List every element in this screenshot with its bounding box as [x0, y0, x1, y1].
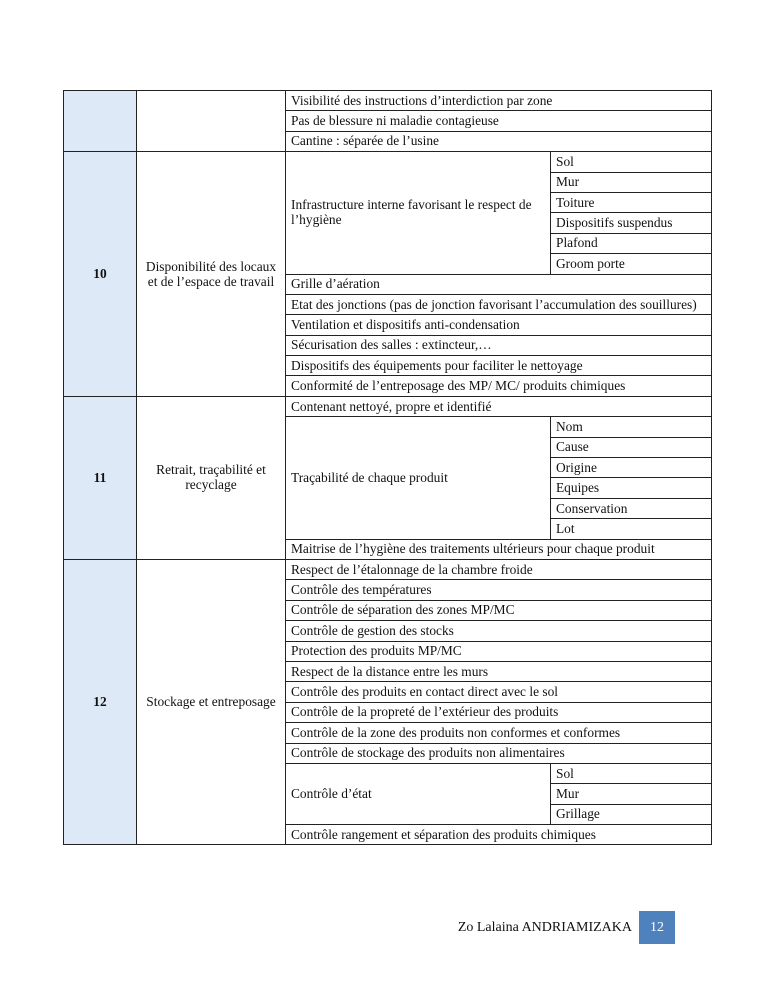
condition-control-label: Contrôle d’état	[286, 763, 551, 824]
checklist-item: Contrôle des produits en contact direct avec le sol	[286, 682, 712, 702]
sub-item: Equipes	[551, 478, 712, 498]
section-category-11: Retrait, traçabilité et recyclage	[137, 396, 286, 559]
section-number-12: 12	[64, 559, 137, 844]
checklist-item: Contrôle de gestion des stocks	[286, 621, 712, 641]
checklist-item: Ventilation et dispositifs anti-condensation	[286, 315, 712, 335]
checklist-item: Contenant nettoyé, propre et identifié	[286, 396, 712, 416]
section-category-12: Stockage et entreposage	[137, 559, 286, 844]
checklist-item: Etat des jonctions (pas de jonction favorisant l’accumulation des souillures)	[286, 294, 712, 314]
sub-item: Groom porte	[551, 254, 712, 274]
checklist-item: Contrôle de la propreté de l’extérieur des produits	[286, 702, 712, 722]
sub-item: Plafond	[551, 233, 712, 253]
checklist-item: Visibilité des instructions d’interdiction par zone	[286, 91, 712, 111]
sub-item: Mur	[551, 172, 712, 192]
checklist-item: Protection des produits MP/MC	[286, 641, 712, 661]
sub-item: Cause	[551, 437, 712, 457]
checklist-item: Contrôle des températures	[286, 580, 712, 600]
sub-item: Origine	[551, 458, 712, 478]
infrastructure-label: Infrastructure interne favorisant le respect de l’hygiène	[286, 152, 551, 274]
sub-item: Dispositifs suspendus	[551, 213, 712, 233]
sub-item: Nom	[551, 417, 712, 437]
sub-item: Toiture	[551, 192, 712, 212]
sub-item: Grillage	[551, 804, 712, 824]
table-row	[64, 91, 712, 111]
checklist-item: Contrôle de stockage des produits non alimentaires	[286, 743, 712, 763]
author-name: Zo Lalaina ANDRIAMIZAKA	[457, 920, 632, 935]
table-row	[64, 559, 712, 579]
table-row	[64, 152, 712, 172]
checklist-item: Pas de blessure ni maladie contagieuse	[286, 111, 712, 131]
hygiene-checklist-table	[63, 90, 712, 845]
checklist-item: Maitrise de l’hygiène des traitements ultérieurs pour chaque produit	[286, 539, 712, 559]
checklist-item: Contrôle rangement et séparation des produits chimiques	[286, 825, 712, 845]
checklist-item: Grille d’aération	[286, 274, 712, 294]
sub-item: Mur	[551, 784, 712, 804]
sub-item: Sol	[551, 152, 712, 172]
section-number-10: 10	[64, 152, 137, 397]
checklist-item: Respect de la distance entre les murs	[286, 661, 712, 681]
section-number-cell-empty	[64, 91, 137, 152]
checklist-item: Cantine : séparée de l’usine	[286, 131, 712, 151]
page-number-badge: 12	[639, 911, 675, 944]
checklist-item: Contrôle de la zone des produits non conformes et conformes	[286, 723, 712, 743]
sub-item: Sol	[551, 763, 712, 783]
section-category-10: Disponibilité des locaux et de l’espace de travail	[137, 152, 286, 397]
traceability-label: Traçabilité de chaque produit	[286, 417, 551, 539]
section-number-11: 11	[64, 396, 137, 559]
page-footer	[0, 911, 765, 944]
sub-item: Conservation	[551, 498, 712, 518]
checklist-item: Contrôle de séparation des zones MP/MC	[286, 600, 712, 620]
checklist-item: Dispositifs des équipements pour faciliter le nettoyage	[286, 356, 712, 376]
checklist-item: Respect de l’étalonnage de la chambre froide	[286, 559, 712, 579]
checklist-item: Conformité de l’entreposage des MP/ MC/ produits chimiques	[286, 376, 712, 396]
sub-item: Lot	[551, 519, 712, 539]
section-category-cell-empty	[137, 91, 286, 152]
checklist-item: Sécurisation des salles : extincteur,…	[286, 335, 712, 355]
table-row	[64, 396, 712, 416]
